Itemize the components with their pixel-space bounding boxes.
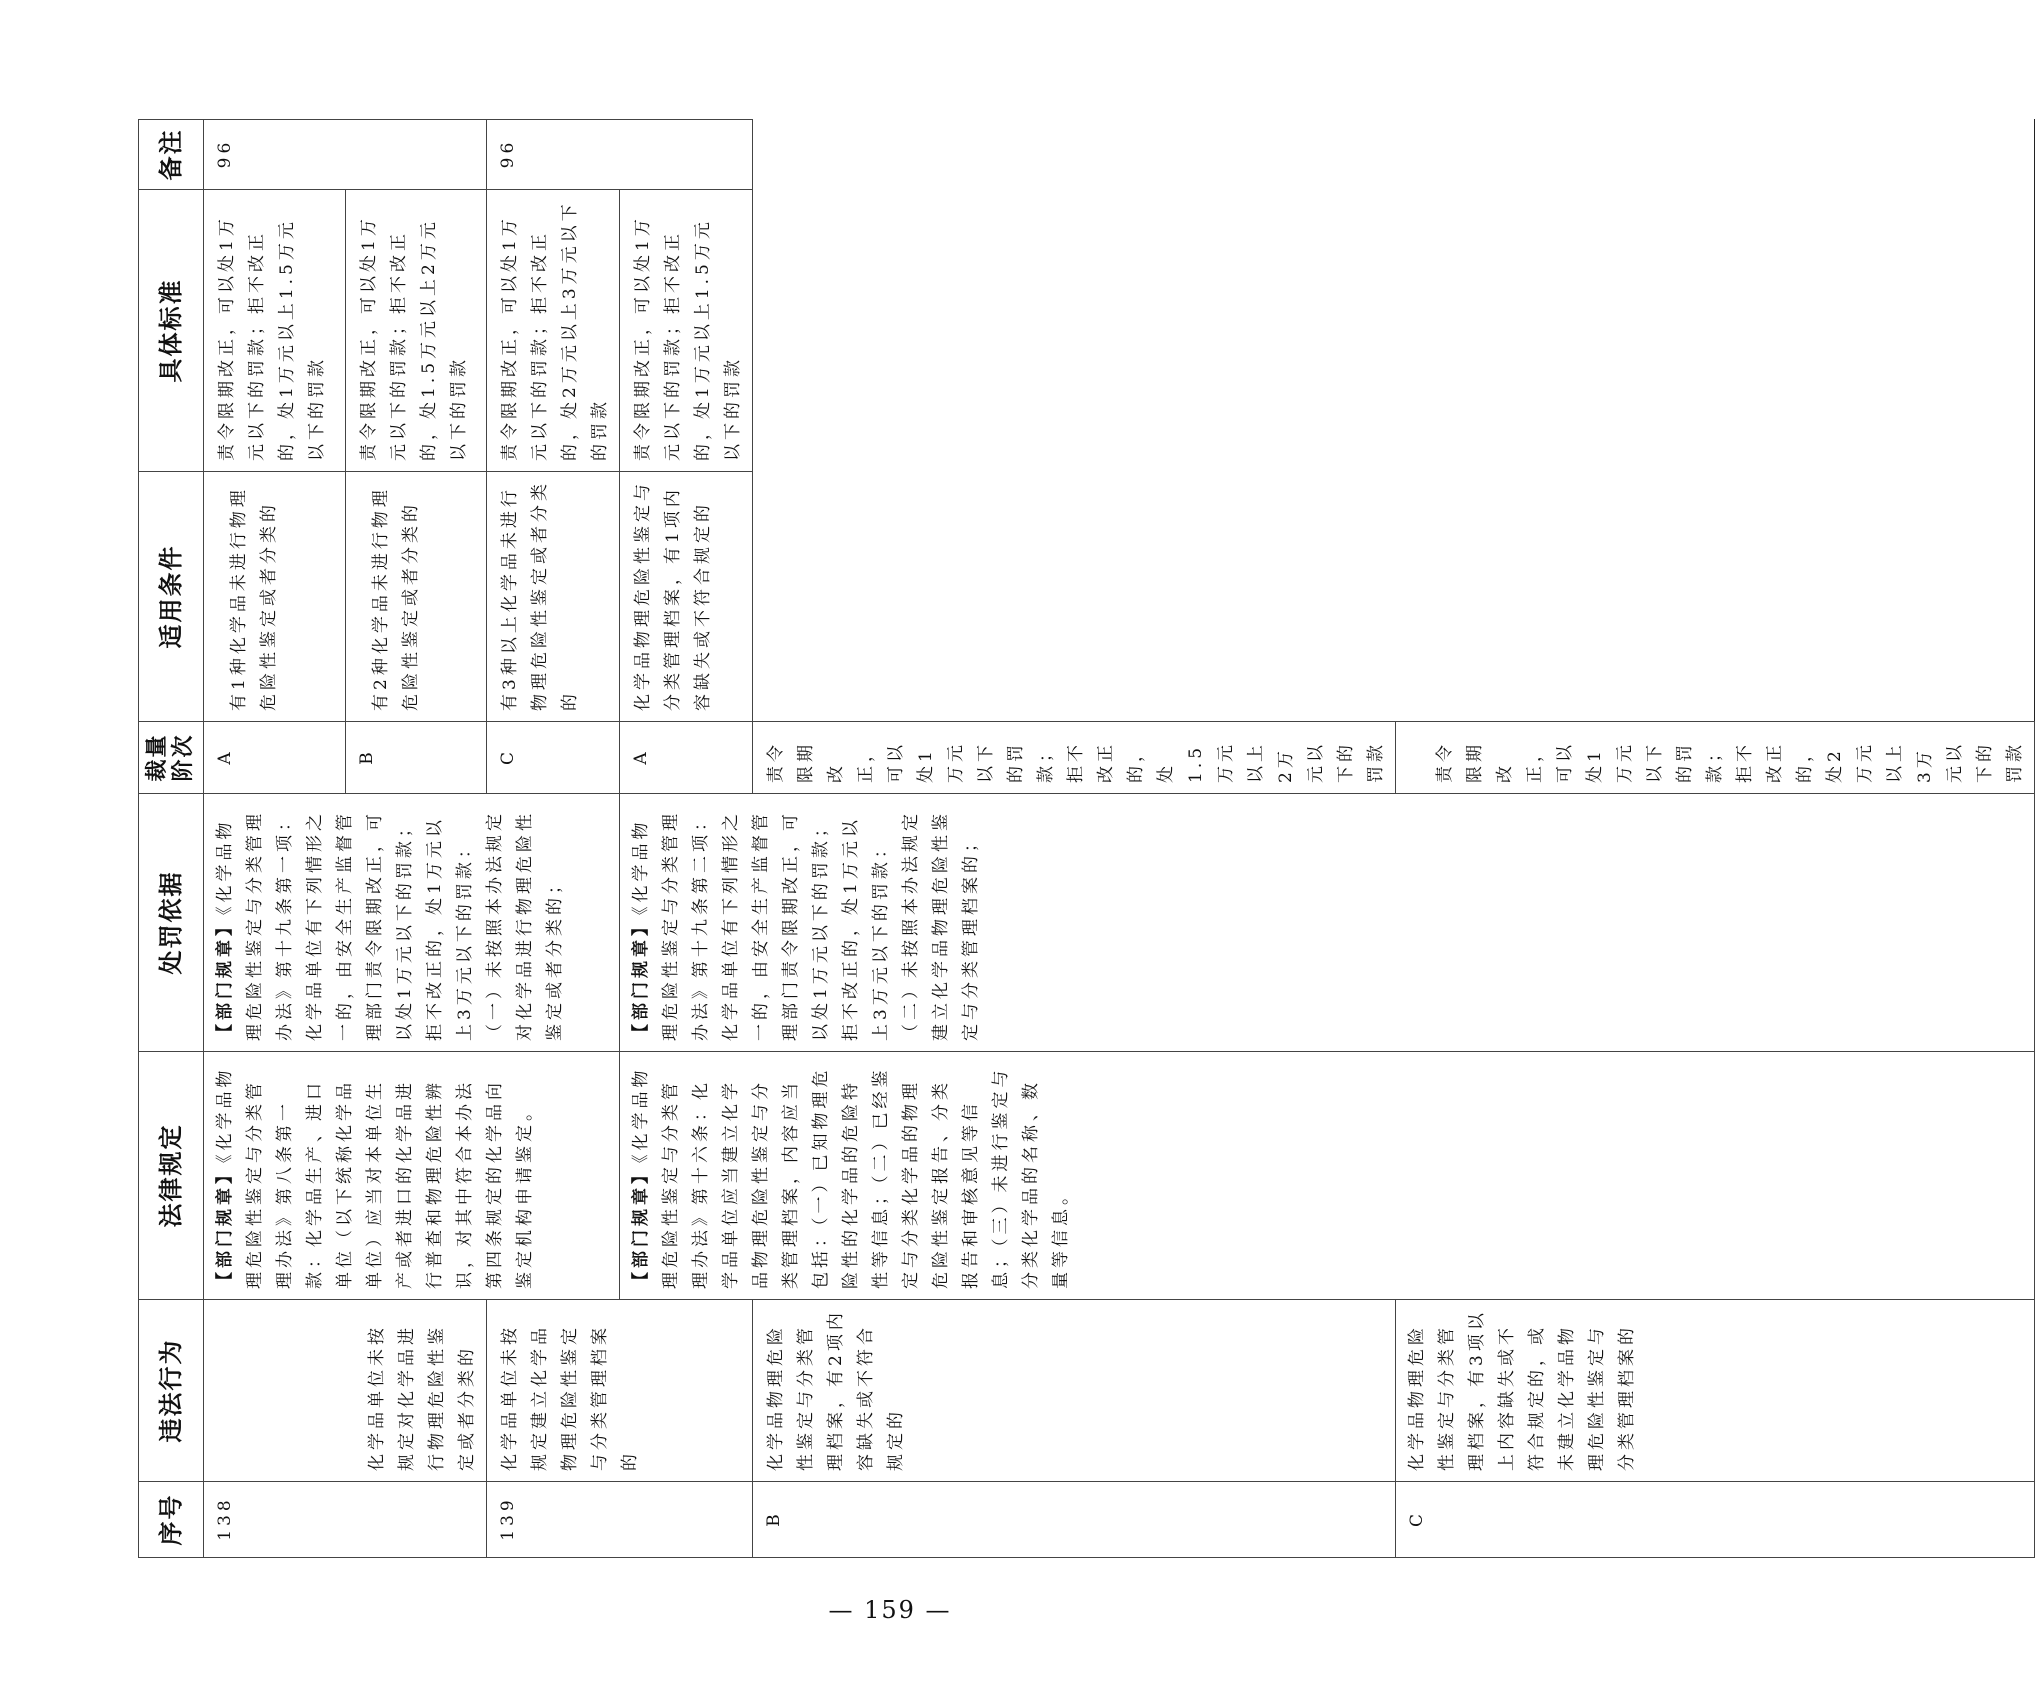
basis-cell [620, 794, 2035, 1052]
header-note: 备注 [139, 120, 204, 190]
header-seq: 序号 [139, 1482, 204, 1558]
basis-cell [204, 794, 620, 1052]
table-row [204, 120, 346, 1558]
note-cell: 96 [487, 120, 753, 190]
condition-cell: 有2种化学品未进行物理危险性鉴定或者分类的 [345, 472, 487, 722]
level-cell: B [753, 1482, 1396, 1558]
condition-cell: 化学品物理危险性鉴定与分类管理档案，有3项以上内容缺失或不符合规定的，或未建立化学品物理危险性鉴定与分类管理档案的 [1396, 1300, 2035, 1482]
level-cell: C [487, 722, 620, 794]
condition-cell: 化学品物理危险性鉴定与分类管理档案，有2项内容缺失或不符合规定的 [753, 1300, 1396, 1482]
header-basis: 处罚依据 [139, 794, 204, 1052]
law-source-tag: 【部门规章】 [215, 1163, 235, 1289]
seq-cell: 138 [204, 1482, 487, 1558]
rotated-table-wrapper [138, 120, 2025, 1558]
header-condition: 适用条件 [139, 472, 204, 722]
header-level: 裁量阶次 [139, 722, 204, 794]
standard-cell: 责令限期改正，可以处1万元以下的罚款；拒不改正的，处1万元以上1.5万元以下的罚款 [620, 190, 753, 472]
level-cell: A [620, 722, 753, 794]
violation-cell: 化学品单位未按规定建立化学品物理危险性鉴定与分类管理档案的 [487, 1300, 753, 1482]
level-cell: C [1396, 1482, 2035, 1558]
condition-cell: 化学品物理危险性鉴定与分类管理档案，有1项内容缺失或不符合规定的 [620, 472, 753, 722]
seq-cell: 139 [487, 1482, 753, 1558]
standard-cell: 责令限期改正，可以处1万元以下的罚款；拒不改正的，处1.5万元以上2万元以下的罚款 [753, 722, 1396, 794]
law-cell [620, 1052, 2035, 1300]
level-cell: B [345, 722, 487, 794]
note-cell: 96 [204, 120, 487, 190]
law-text: 《化学品物理危险性鉴定与分类管理办法》第十六条：化学品单位应当建立化学品物理危险性鉴定与分类管理档案，内容应当包括：（一）已知物理危险性的化学品的危险特性等信息；（二）已经鉴定与分类化学品的物理危险性鉴定报告、分类报告和审核意见等信息；（三）未进行鉴定与分类化学品的名称、数量等信息。 [631, 1066, 1071, 1289]
violation-cell: 化学品单位未按规定对化学品进行物理危险性鉴定或者分类的 [204, 1300, 487, 1482]
condition-cell: 有1种化学品未进行物理危险性鉴定或者分类的 [204, 472, 346, 722]
law-source-tag: 【部门规章】 [631, 1163, 651, 1289]
law-text: 《化学品物理危险性鉴定与分类管理办法》第八条第一款：化学品生产、进口单位（以下统称化学品单位）应当对本单位生产或者进口的化学品进行普查和物理危险性辨识，对其中符合本办法第四条规定的化学品向鉴定机构申请鉴定。 [215, 1066, 535, 1289]
header-law: 法律规定 [139, 1052, 204, 1300]
condition-cell: 有3种以上化学品未进行物理危险性鉴定或者分类的 [487, 472, 620, 722]
header-standard: 具体标准 [139, 190, 204, 472]
page-number: — 159 — [828, 1596, 952, 1624]
basis-source-tag: 【部门规章】 [631, 915, 651, 1041]
table-header-row [139, 120, 204, 1558]
law-cell [204, 1052, 620, 1300]
basis-text: 《化学品物理危险性鉴定与分类管理办法》第十九条第二项：化学品单位有下列情形之一的，由安全生产监督管理部门责令限期改正，可以处1万元以下的罚款；拒不改正的，处1万元以上3万元以下的罚款：（二）未按照本办法规定建立化学品物理危险性鉴定与分类管理档案的； [631, 810, 981, 1041]
basis-source-tag: 【部门规章】 [215, 915, 235, 1041]
standard-cell: 责令限期改正，可以处1万元以下的罚款；拒不改正的，处2万元以上3万元以下的罚款 [1396, 722, 2035, 794]
standard-cell: 责令限期改正，可以处1万元以下的罚款；拒不改正的，处2万元以上3万元以下的罚款 [487, 190, 620, 472]
header-violation: 违法行为 [139, 1300, 204, 1482]
basis-text: 《化学品物理危险性鉴定与分类管理办法》第十九条第一项：化学品单位有下列情形之一的，由安全生产监督管理部门责令限期改正，可以处1万元以下的罚款；拒不改正的，处1万元以上3万元以下的罚款：（一）未按照本办法规定对化学品进行物理危险性鉴定或者分类的； [215, 810, 565, 1041]
standard-cell: 责令限期改正，可以处1万元以下的罚款；拒不改正的，处1.5万元以上2万元以下的罚款 [345, 190, 487, 472]
standard-cell: 责令限期改正，可以处1万元以下的罚款；拒不改正的，处1万元以上1.5万元以下的罚款 [204, 190, 346, 472]
penalty-discretion-table [138, 119, 2035, 1558]
level-cell: A [204, 722, 346, 794]
